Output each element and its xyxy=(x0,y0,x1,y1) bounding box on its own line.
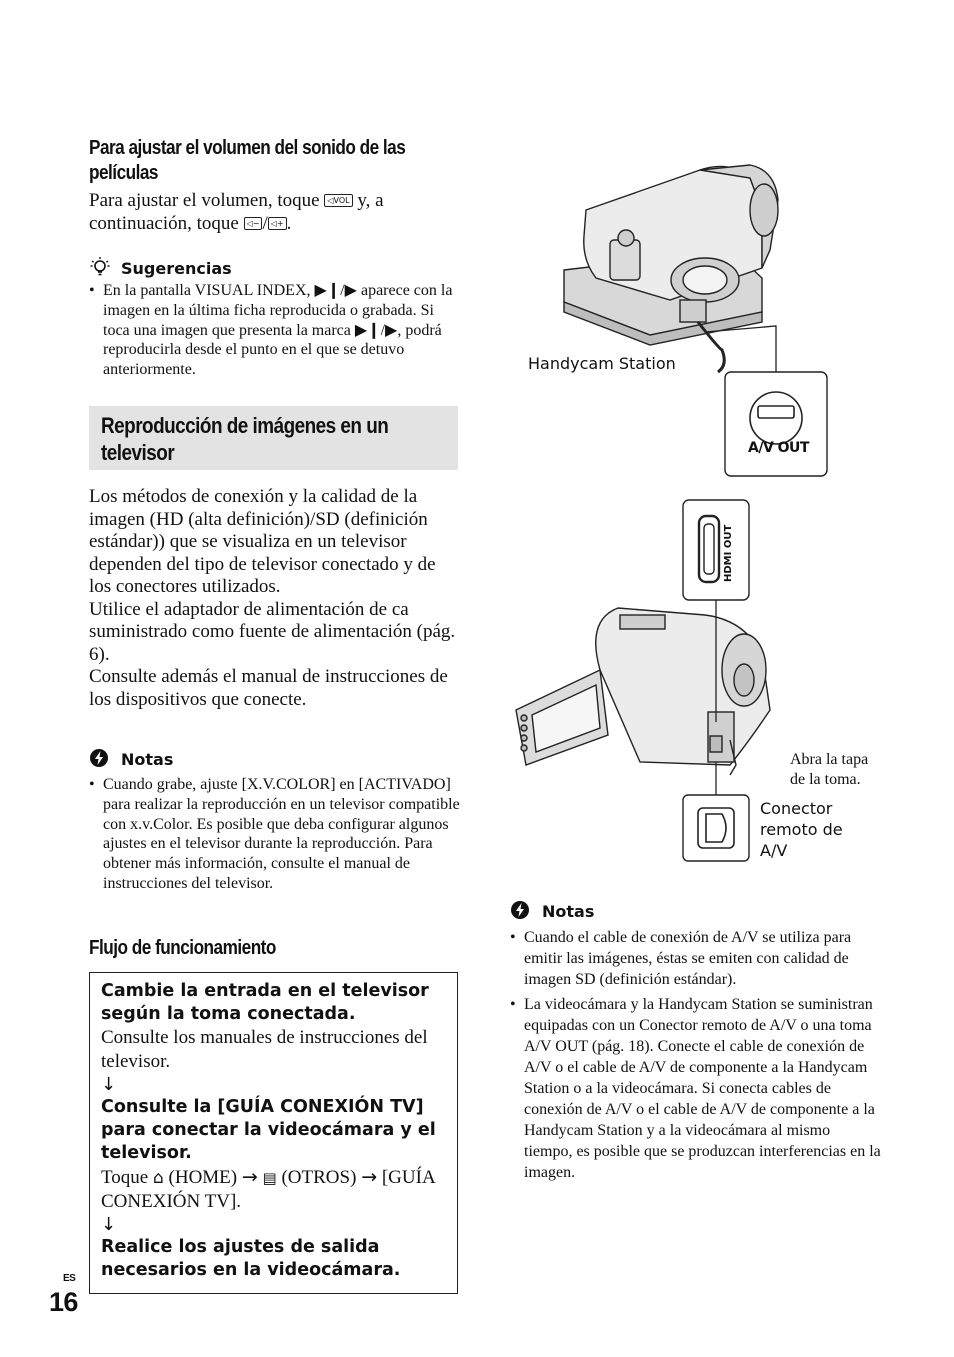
notes-right-header xyxy=(510,900,594,922)
flow-arrow-down-icon: ↓ xyxy=(101,1214,117,1235)
handycam-station-illustration xyxy=(564,165,778,372)
page-number: 16 xyxy=(49,1287,78,1317)
note-icon xyxy=(510,900,530,920)
otros-icon: ▤ xyxy=(262,1169,277,1187)
open-cover-label: Abra la tapa de la toma. xyxy=(790,751,869,788)
notes-right-item: • Cuando el cable de conexión de A/V se utiliza para emitir las imágenes, éstas se emiten con calidad de imagen SD (definición estándar). xyxy=(510,927,882,990)
flow-arrow-down-icon: ↓ xyxy=(101,1074,117,1095)
footer-lang: ES xyxy=(63,1273,76,1284)
notes-right-title: Notas xyxy=(542,902,595,921)
tips-list xyxy=(89,281,461,380)
notes-left-item: • Cuando grabe, ajuste [X.V.COLOR] en [ACTIVADO] para realizar la reproducción en un televisor compatible con x.v.Color. Es posible que deba configurar algunos ajustes en el televisor durante la reproducción. Para obtener más información, consulte el manual de instrucciones del televisor. xyxy=(89,775,461,894)
notes-right-list xyxy=(510,927,882,1183)
av-out-label: A/V OUT xyxy=(748,440,809,456)
remote-connector-label: Conector remoto de A/V xyxy=(760,799,843,860)
flow-step1-text: Consulte los manuales de instrucciones del televisor. xyxy=(101,1027,428,1072)
flow-content xyxy=(101,980,446,1282)
volume-down-icon: ◁− xyxy=(244,217,263,230)
volume-heading: Para ajustar el volumen del sonido de las películas xyxy=(89,137,406,184)
section-paragraph: Los métodos de conexión y la calidad de la imagen (HD (alta definición)/SD (definición estándar)) que se visualiza en un televisor dependen del tipo de televisor conectado y de los conectores utilizados. xyxy=(89,486,436,597)
section-body xyxy=(89,486,459,711)
right-arrow-icon: → xyxy=(241,1166,258,1188)
tips-item: • En la pantalla VISUAL INDEX, ▶❙/▶ aparece con la imagen en la última ficha reproducida o grabada. Si toca una imagen que presenta la marca ▶❙/▶, podrá reproducirla desde el punto en el que se detuvo anteriormente. xyxy=(89,281,461,380)
hdmi-out-label: HDMI OUT xyxy=(723,524,734,582)
volume-icon: ◁VOL xyxy=(324,194,352,207)
flow-heading: Flujo de funcionamiento xyxy=(89,937,276,959)
notes-left-header xyxy=(89,748,173,770)
flow-step2-text: Toque ⌂ (HOME) → ▤ (OTROS) → [GUÍA CONEXIÓN TV]. xyxy=(101,1166,435,1212)
volume-text: Para ajustar el volumen, toque ◁VOL y, a continuación, toque ◁− / ◁+ . xyxy=(89,190,384,234)
volume-text-b: y, a continuación, toque xyxy=(89,190,384,234)
flow-step3-title: Realice los ajustes de salida necesarios en la videocámara. xyxy=(101,1237,401,1280)
notes-right-item: • La videocámara y la Handycam Station se suministran equipadas con un Conector remoto de A/V o una toma A/V OUT (pág. 18). Conecte el cable de conexión de A/V o el cable de A/V de componente a la Handycam Station o a la videocámara. Si conecta cables de conexión de A/V o el cable de A/V de componente a la Handycam Station y a la videocámara al mismo tiempo, es posible que se produzcan interferencias en la imagen. xyxy=(510,994,882,1183)
volume-up-icon: ◁+ xyxy=(268,217,287,230)
handycam-station-label: Handycam Station xyxy=(528,354,676,373)
notes-left-list xyxy=(89,775,461,894)
tips-header xyxy=(89,256,232,279)
callout-line xyxy=(705,326,776,372)
home-icon: ⌂ xyxy=(152,1168,164,1188)
section-paragraph: Consulte además el manual de instrucciones de los dispositivos que conecte. xyxy=(89,666,448,710)
lightbulb-icon xyxy=(89,256,111,278)
note-icon xyxy=(89,748,109,768)
notes-left-title: Notas xyxy=(121,750,174,769)
tips-title: Sugerencias xyxy=(121,259,232,278)
section-title: Reproducción de imágenes en un televisor xyxy=(101,413,389,465)
volume-text-a: Para ajustar el volumen, toque xyxy=(89,190,320,211)
right-arrow-icon: → xyxy=(361,1166,378,1188)
flow-step1-title: Cambie la entrada en el televisor según la toma conectada. xyxy=(101,981,429,1024)
flow-step2-title: Consulte la [GUÍA CONEXIÓN TV] para conectar la videocámara y el televisor. xyxy=(101,1097,436,1163)
section-paragraph: Utilice el adaptador de alimentación de ca suministrado como fuente de alimentación (pág. 6). xyxy=(89,598,456,665)
camcorder-illustration xyxy=(516,608,770,775)
